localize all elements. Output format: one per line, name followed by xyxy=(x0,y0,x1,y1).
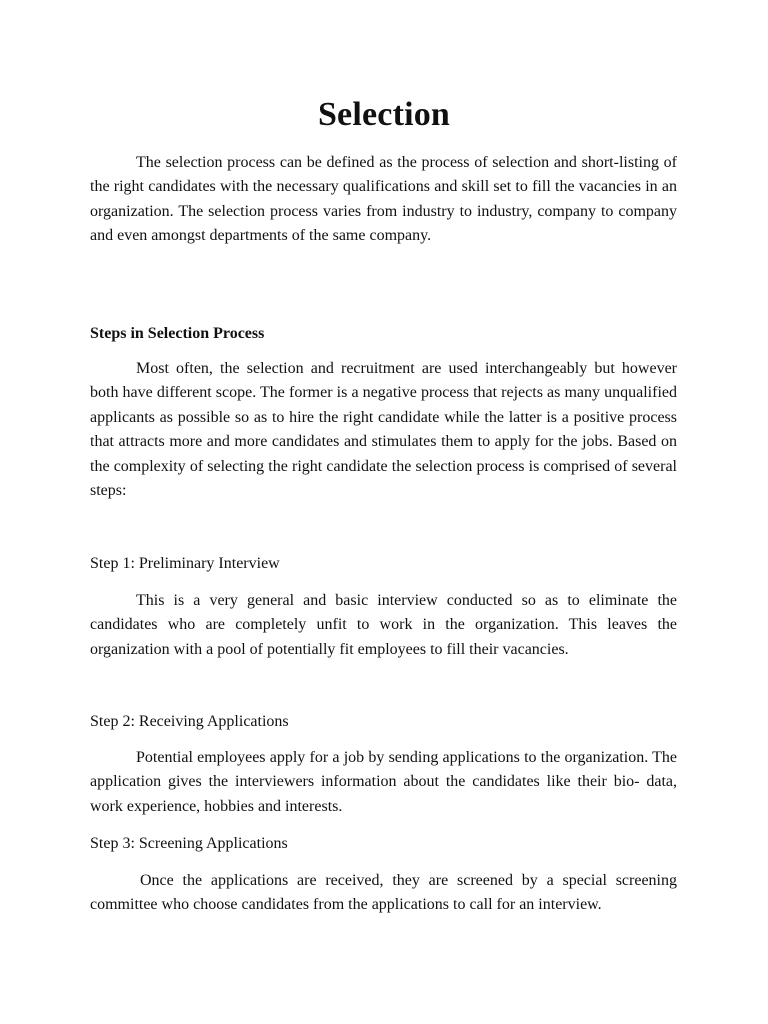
page-title: Selection xyxy=(317,96,451,133)
step2-heading: Step 2: Receiving Applications xyxy=(90,713,289,730)
intro-paragraph: The selection process can be defined as the process of selection and short-listing of the right candidates with the necessary qualifications and skill set to fill the vacancies in an organization. The selection process varies from industry to industry, company to company and even amongst departments of the same company. xyxy=(90,154,677,245)
step2-paragraph: Potential employees apply for a job by sending applications to the organization. The application gives the interviewers information about the candidates like their bio- data, work experience, hobbies and interests. xyxy=(90,749,677,815)
step1-heading: Step 1: Preliminary Interview xyxy=(90,555,280,572)
step1-paragraph: This is a very general and basic interview conducted so as to eliminate the candidates who are completely unfit to work in the organization. This leaves the organization with a pool of potentially fit employees to fill their vacancies. xyxy=(90,592,677,658)
step3-paragraph: Once the applications are received, they are screened by a special screening committee who choose candidates from the applications to call for an interview. xyxy=(90,872,677,914)
step3-heading: Step 3: Screening Applications xyxy=(90,835,288,852)
steps-heading: Steps in Selection Process xyxy=(90,325,265,342)
steps-intro-paragraph: Most often, the selection and recruitment are used interchangeably but however both have different scope. The former is a negative process that rejects as many unqualified applicants as possible so as to hire the right candidate while the latter is a positive process that attracts more and more candidates and stimulates them to apply for the jobs. Based on the complexity of selecting the right candidate the selection process is comprised of several steps: xyxy=(90,360,677,500)
